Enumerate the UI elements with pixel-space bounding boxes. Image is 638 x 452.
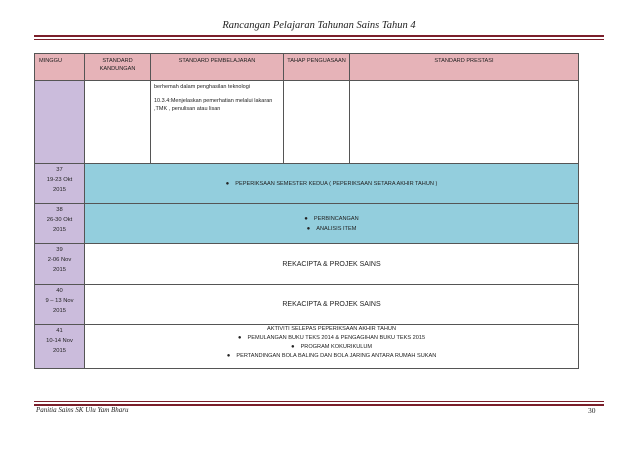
- list-item: ● ANALISIS ITEM: [306, 225, 357, 232]
- activity-cell: [85, 325, 579, 369]
- lesson-plan-table: [34, 53, 579, 369]
- week-year: 2015: [53, 308, 66, 314]
- list-item: ● PEPERIKSAAN SEMESTER KEDUA ( PEPERIKSAAN SETARA AKHIR TAHUN ): [225, 180, 438, 187]
- week-dates: 10-14 Nov: [46, 338, 73, 344]
- table-header-row: [35, 54, 579, 81]
- bullet-icon: ●: [290, 344, 295, 350]
- week-number: 41: [56, 328, 63, 334]
- week-cell: [35, 81, 85, 164]
- week-number: 37: [56, 167, 63, 173]
- table-row: [35, 285, 579, 325]
- header-rule-thin: [34, 39, 604, 40]
- page-number: 30: [588, 406, 596, 415]
- week-year: 2015: [53, 348, 66, 354]
- bullet-icon: ●: [237, 335, 242, 341]
- activity-cell: REKACIPTA & PROJEK SAINS: [85, 285, 579, 325]
- activity-cell: [85, 164, 579, 204]
- activity-heading: AKTIVITI SELEPAS PEPERIKSAAN AKHIR TAHUN: [266, 326, 396, 332]
- table-row: [35, 204, 579, 244]
- week-cell: [35, 244, 85, 285]
- week-number: 39: [56, 247, 63, 253]
- header-standard-kandungan: STANDARD KANDUNGAN: [85, 54, 151, 81]
- header-standard-pembelajaran: STANDARD PEMBELAJARAN: [151, 54, 284, 81]
- tahap-cell: [284, 81, 350, 164]
- week-cell: [35, 164, 85, 204]
- list-item: ● PERBINCANGAN: [304, 215, 359, 222]
- bullet-icon: ●: [304, 215, 308, 222]
- header-tahap-penguasaan: TAHAP PENGUASAAN: [284, 54, 350, 81]
- week-dates: 26-30 Okt: [46, 217, 73, 223]
- week-year: 2015: [53, 227, 66, 233]
- prestasi-cell: [350, 81, 579, 164]
- activity-cell: [85, 204, 579, 244]
- pembelajaran-text-2: 10.3.4:Menjelaskan pemerhatian melalui lakaran ,TMK , penulisan atau lisan: [154, 98, 273, 112]
- table-row: [35, 244, 579, 285]
- list-item: ● PERTANDINGAN BOLA BALING DAN BOLA JARING ANTARA RUMAH SUKAN: [226, 353, 437, 359]
- page-header-title: Rancangan Pelajaran Tahunan Sains Tahun 4: [222, 20, 416, 31]
- bullet-icon: ●: [306, 225, 311, 232]
- footer-rule-thin: [34, 401, 604, 402]
- week-year: 2015: [53, 187, 66, 193]
- pembelajaran-cell: [151, 81, 284, 164]
- week-cell: [35, 285, 85, 325]
- week-cell: [35, 204, 85, 244]
- header-standard-prestasi: STANDARD PRESTASI: [350, 54, 579, 81]
- kandungan-cell: [85, 81, 151, 164]
- week-number: 40: [56, 288, 63, 294]
- week-year: 2015: [53, 267, 66, 273]
- header-rule: [34, 35, 604, 37]
- footer-department: Panitia Sains SK Ulu Yam Bharu: [36, 406, 129, 414]
- list-item: ● PROGRAM KOKURIKULUM: [290, 344, 373, 350]
- pembelajaran-text-1: berhemah dalam penghasilan teknologi: [154, 84, 251, 90]
- week-number: 38: [56, 207, 63, 213]
- week-cell: [35, 325, 85, 369]
- week-dates: 19-23 Okt: [46, 177, 73, 183]
- list-item: ● PEMULANGAN BUKU TEKS 2014 & PENGAGIHAN BUKU TEKS 2015: [237, 335, 426, 341]
- week-dates: 9 – 13 Nov: [45, 298, 74, 304]
- bullet-icon: ●: [226, 353, 231, 359]
- activity-cell: REKACIPTA & PROJEK SAINS: [85, 244, 579, 285]
- table-row: [35, 164, 579, 204]
- table-row: [35, 81, 579, 164]
- bullet-icon: ●: [225, 180, 230, 187]
- week-dates: 2-06 Nov: [47, 257, 72, 263]
- header-minggu: MINGGU: [35, 54, 85, 81]
- table-row: [35, 325, 579, 369]
